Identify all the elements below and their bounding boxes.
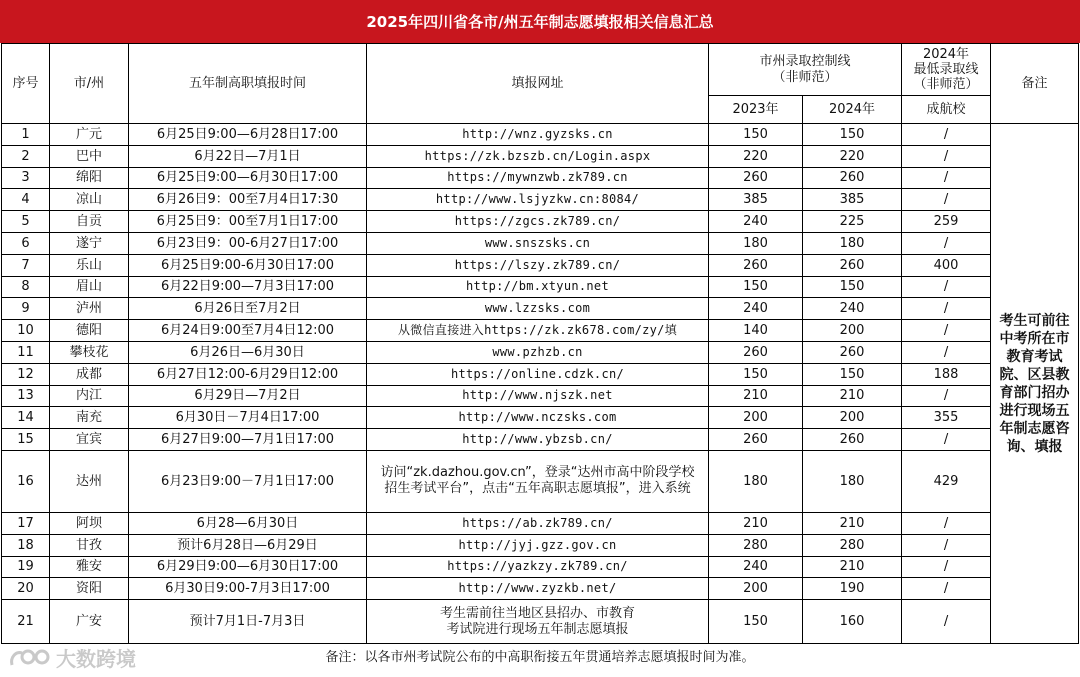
row-time: 预计7月1日-7月3日 xyxy=(129,600,367,644)
row-city: 阿坝 xyxy=(50,512,129,534)
row-city: 泸州 xyxy=(50,298,129,320)
row-2023: 240 xyxy=(709,556,803,578)
row-2023: 150 xyxy=(709,276,803,298)
table-row xyxy=(2,189,1079,211)
row-url: https://ab.zk789.cn/ xyxy=(367,512,709,534)
table-row xyxy=(2,211,1079,233)
row-school-line: / xyxy=(902,534,991,556)
row-school-line: / xyxy=(902,320,991,342)
row-2024: 210 xyxy=(803,512,902,534)
watermark-logo-icon xyxy=(8,645,52,671)
row-2024: 200 xyxy=(803,407,902,429)
row-2023: 220 xyxy=(709,145,803,167)
row-seq: 10 xyxy=(2,320,50,342)
row-2024: 150 xyxy=(803,276,902,298)
row-school-line: 259 xyxy=(902,211,991,233)
row-2024: 190 xyxy=(803,578,902,600)
header-control-line: 市州录取控制线 （非师范） xyxy=(709,44,902,96)
row-time: 6月27日12:00-6月29日12:00 xyxy=(129,363,367,385)
row-city: 成都 xyxy=(50,363,129,385)
row-school-line: / xyxy=(902,556,991,578)
row-school-line: / xyxy=(902,145,991,167)
row-2023: 385 xyxy=(709,189,803,211)
watermark-text: 大数跨境 xyxy=(56,647,136,671)
row-url: 访问“zk.dazhou.gov.cn”，登录“达州市高中阶段学校招生考试平台”，点击“五年高职志愿填报”，进入系统 xyxy=(367,450,709,512)
row-url: https://online.cdzk.cn/ xyxy=(367,363,709,385)
row-seq: 20 xyxy=(2,578,50,600)
row-time: 6月23日9：00-6月27日17:00 xyxy=(129,232,367,254)
row-2023: 260 xyxy=(709,167,803,189)
row-2024: 160 xyxy=(803,600,902,644)
row-time: 预计6月28日—6月29日 xyxy=(129,534,367,556)
row-2023: 280 xyxy=(709,534,803,556)
row-time: 6月29日9:00—6月30日17:00 xyxy=(129,556,367,578)
row-seq: 7 xyxy=(2,254,50,276)
row-2023: 150 xyxy=(709,363,803,385)
table-row xyxy=(2,124,1079,146)
row-seq: 13 xyxy=(2,385,50,407)
row-city: 南充 xyxy=(50,407,129,429)
row-2024: 180 xyxy=(803,232,902,254)
row-2024: 220 xyxy=(803,145,902,167)
row-2023: 200 xyxy=(709,407,803,429)
row-school-line: / xyxy=(902,232,991,254)
table-row xyxy=(2,578,1079,600)
row-time: 6月24日9:00至7月4日12:00 xyxy=(129,320,367,342)
row-2023: 200 xyxy=(709,578,803,600)
header-seq: 序号 xyxy=(2,44,50,124)
row-city: 凉山 xyxy=(50,189,129,211)
row-url: http://www.nczsks.com xyxy=(367,407,709,429)
row-school-line: / xyxy=(902,512,991,534)
row-time: 6月30日－7月4日17:00 xyxy=(129,407,367,429)
row-2023: 260 xyxy=(709,341,803,363)
footer-row xyxy=(2,644,1079,671)
row-2024: 260 xyxy=(803,341,902,363)
row-time: 6月22日9:00—7月3日17:00 xyxy=(129,276,367,298)
row-seq: 9 xyxy=(2,298,50,320)
row-url: http://wnz.gyzsks.cn xyxy=(367,124,709,146)
row-2023: 180 xyxy=(709,232,803,254)
row-seq: 8 xyxy=(2,276,50,298)
row-url: https://zgcs.zk789.cn/ xyxy=(367,211,709,233)
row-2023: 140 xyxy=(709,320,803,342)
row-school-line: / xyxy=(902,124,991,146)
row-2024: 180 xyxy=(803,450,902,512)
row-2024: 240 xyxy=(803,298,902,320)
row-seq: 3 xyxy=(2,167,50,189)
row-school-line: 188 xyxy=(902,363,991,385)
header-2024: 2024年 xyxy=(803,96,902,124)
row-time: 6月29日—7月2日 xyxy=(129,385,367,407)
table-row xyxy=(2,320,1079,342)
row-url: www.lzzsks.com xyxy=(367,298,709,320)
table-row xyxy=(2,254,1079,276)
row-time: 6月23日9:00－7月1日17:00 xyxy=(129,450,367,512)
row-city: 自贡 xyxy=(50,211,129,233)
row-url: https://zk.bzszb.cn/Login.aspx xyxy=(367,145,709,167)
row-seq: 1 xyxy=(2,124,50,146)
row-2024: 210 xyxy=(803,385,902,407)
row-url: https://mywnzwb.zk789.cn xyxy=(367,167,709,189)
row-2023: 210 xyxy=(709,385,803,407)
row-city: 广元 xyxy=(50,124,129,146)
row-2023: 150 xyxy=(709,600,803,644)
row-2024: 260 xyxy=(803,429,902,451)
table-row xyxy=(2,512,1079,534)
row-url: http://www.njszk.net xyxy=(367,385,709,407)
row-2024: 260 xyxy=(803,254,902,276)
row-city: 巴中 xyxy=(50,145,129,167)
row-school-line: / xyxy=(902,189,991,211)
row-city: 眉山 xyxy=(50,276,129,298)
header-time: 五年制高职填报时间 xyxy=(129,44,367,124)
row-school-line: / xyxy=(902,341,991,363)
row-2023: 260 xyxy=(709,254,803,276)
table-row xyxy=(2,429,1079,451)
row-time: 6月27日9:00—7月1日17:00 xyxy=(129,429,367,451)
row-url: https://yazkzy.zk789.cn/ xyxy=(367,556,709,578)
table-row xyxy=(2,341,1079,363)
row-time: 6月25日9:00—6月30日17:00 xyxy=(129,167,367,189)
row-time: 6月26日9：00至7月4日17:30 xyxy=(129,189,367,211)
row-2024: 260 xyxy=(803,167,902,189)
row-url: www.snszsks.cn xyxy=(367,232,709,254)
row-seq: 6 xyxy=(2,232,50,254)
table-row xyxy=(2,385,1079,407)
header-url: 填报网址 xyxy=(367,44,709,124)
row-school-line: / xyxy=(902,385,991,407)
row-seq: 2 xyxy=(2,145,50,167)
table-row xyxy=(2,145,1079,167)
row-school-line: / xyxy=(902,276,991,298)
table-title-text: 2025年四川省各市/州五年制志愿填报相关信息汇总 xyxy=(366,13,714,31)
row-url: 从微信直接进入https://zk.zk678.com/zy/填 xyxy=(367,320,709,342)
row-city: 资阳 xyxy=(50,578,129,600)
table-row xyxy=(2,298,1079,320)
row-seq: 16 xyxy=(2,450,50,512)
row-city: 雅安 xyxy=(50,556,129,578)
row-url: www.pzhzb.cn xyxy=(367,341,709,363)
row-time: 6月26日至7月2日 xyxy=(129,298,367,320)
row-city: 德阳 xyxy=(50,320,129,342)
row-url: http://www.ybzsb.cn/ xyxy=(367,429,709,451)
row-city: 内江 xyxy=(50,385,129,407)
header-city: 市/州 xyxy=(50,44,129,124)
row-city: 攀枝花 xyxy=(50,341,129,363)
row-city: 达州 xyxy=(50,450,129,512)
footer-note: 备注：以各市州考试院公布的中高职衔接五年贯通培养志愿填报时间为准。 xyxy=(2,644,1079,671)
table-row xyxy=(2,450,1079,512)
row-seq: 11 xyxy=(2,341,50,363)
table-row xyxy=(2,534,1079,556)
row-2024: 225 xyxy=(803,211,902,233)
header-school: 成航校 xyxy=(902,96,991,124)
table-row xyxy=(2,232,1079,254)
row-time: 6月26日—6月30日 xyxy=(129,341,367,363)
row-2023: 240 xyxy=(709,298,803,320)
row-time: 6月28—6月30日 xyxy=(129,512,367,534)
row-time: 6月30日9:00-7月3日17:00 xyxy=(129,578,367,600)
row-city: 广安 xyxy=(50,600,129,644)
watermark xyxy=(8,643,136,672)
table-row xyxy=(2,600,1079,644)
row-2024: 385 xyxy=(803,189,902,211)
row-city: 甘孜 xyxy=(50,534,129,556)
row-2023: 240 xyxy=(709,211,803,233)
info-table xyxy=(1,43,1079,671)
row-school-line: / xyxy=(902,600,991,644)
row-seq: 21 xyxy=(2,600,50,644)
row-seq: 14 xyxy=(2,407,50,429)
row-school-line: / xyxy=(902,578,991,600)
row-2023: 260 xyxy=(709,429,803,451)
table-row xyxy=(2,407,1079,429)
row-school-line: / xyxy=(902,167,991,189)
table-title xyxy=(0,0,1080,43)
header-2023: 2023年 xyxy=(709,96,803,124)
row-seq: 18 xyxy=(2,534,50,556)
row-url: http://www.lsjyzkw.cn:8084/ xyxy=(367,189,709,211)
row-school-line: 400 xyxy=(902,254,991,276)
row-time: 6月25日9：00至7月1日17:00 xyxy=(129,211,367,233)
row-url: http://www.zyzkb.net/ xyxy=(367,578,709,600)
row-city: 乐山 xyxy=(50,254,129,276)
row-2024: 210 xyxy=(803,556,902,578)
row-time: 6月25日9:00-6月30日17:00 xyxy=(129,254,367,276)
table-row xyxy=(2,363,1079,385)
row-school-line: 355 xyxy=(902,407,991,429)
remark-cell: 考生可前往中考所在市教育考试院、区县教育部门招办进行现场五年制志愿咨询、填报 xyxy=(991,124,1079,644)
table-row xyxy=(2,167,1079,189)
row-city: 绵阳 xyxy=(50,167,129,189)
row-url: 考生需前往当地区县招办、市教育考试院进行现场五年制志愿填报 xyxy=(367,600,709,644)
row-2024: 200 xyxy=(803,320,902,342)
row-seq: 12 xyxy=(2,363,50,385)
row-school-line: / xyxy=(902,298,991,320)
row-seq: 19 xyxy=(2,556,50,578)
row-seq: 15 xyxy=(2,429,50,451)
row-2023: 150 xyxy=(709,124,803,146)
row-time: 6月25日9:00—6月28日17:00 xyxy=(129,124,367,146)
row-school-line: / xyxy=(902,429,991,451)
row-url: http://bm.xtyun.net xyxy=(367,276,709,298)
header-remark: 备注 xyxy=(991,44,1079,124)
row-url: https://lszy.zk789.cn/ xyxy=(367,254,709,276)
row-city: 宜宾 xyxy=(50,429,129,451)
row-city: 遂宁 xyxy=(50,232,129,254)
row-school-line: 429 xyxy=(902,450,991,512)
row-seq: 4 xyxy=(2,189,50,211)
row-2024: 150 xyxy=(803,124,902,146)
row-2023: 180 xyxy=(709,450,803,512)
row-2024: 280 xyxy=(803,534,902,556)
row-url: http://jyj.gzz.gov.cn xyxy=(367,534,709,556)
row-2024: 150 xyxy=(803,363,902,385)
table-row xyxy=(2,276,1079,298)
row-2023: 210 xyxy=(709,512,803,534)
table-row xyxy=(2,556,1079,578)
row-seq: 5 xyxy=(2,211,50,233)
row-seq: 17 xyxy=(2,512,50,534)
row-time: 6月22日—7月1日 xyxy=(129,145,367,167)
header-min-line: 2024年 最低录取线 （非师范） xyxy=(902,44,991,96)
